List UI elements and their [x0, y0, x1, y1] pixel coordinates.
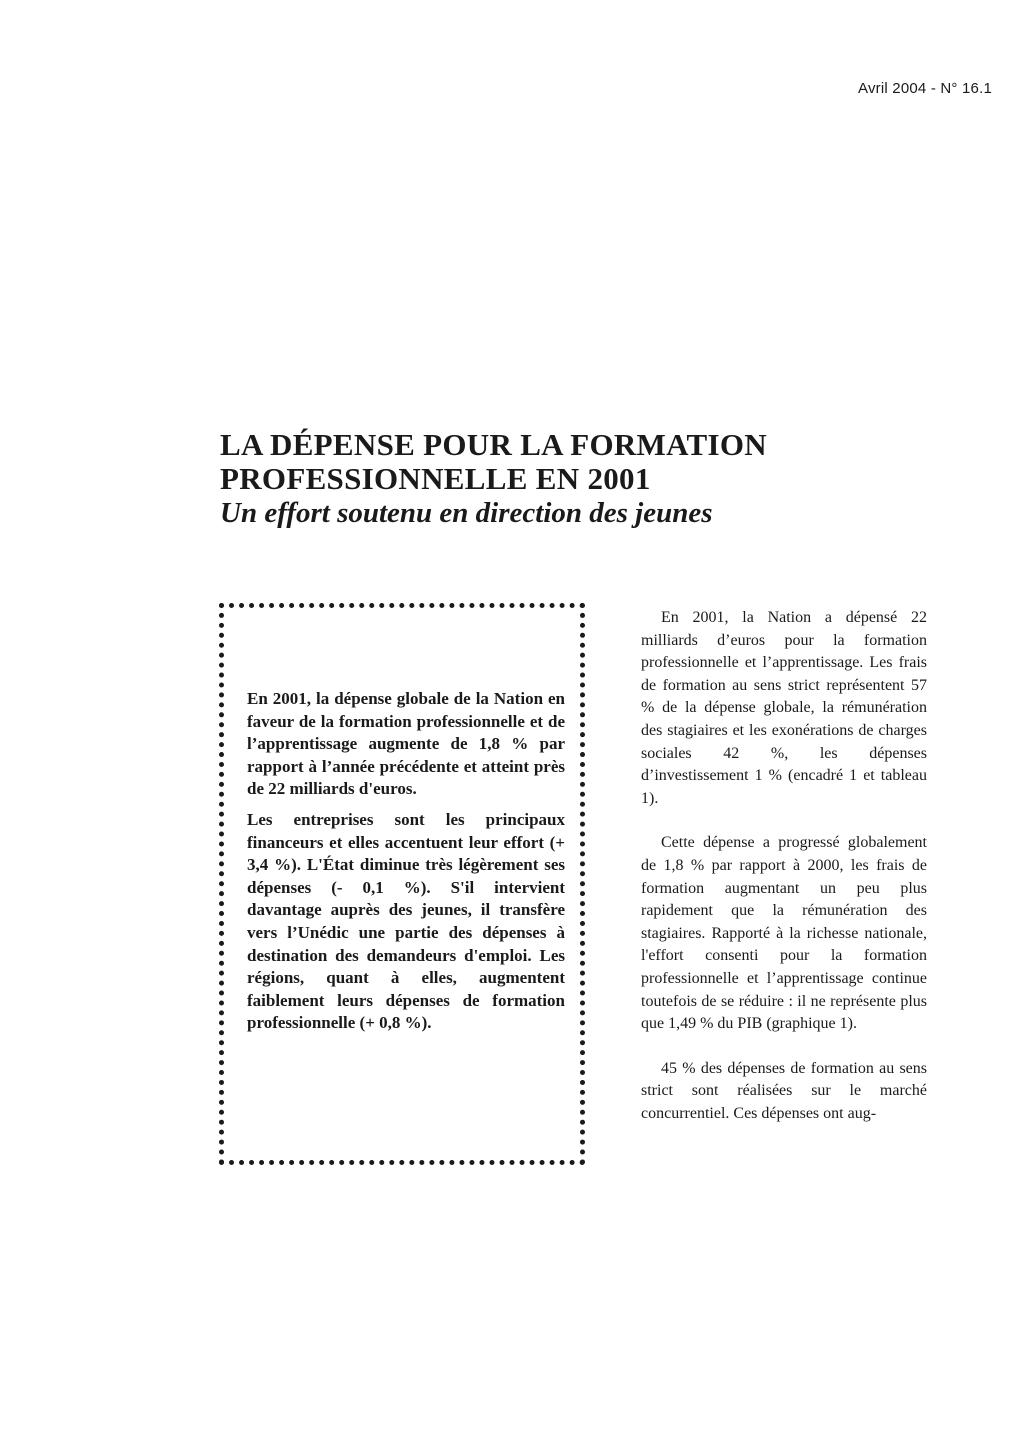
body-paragraph-2: Cette dépense a progressé globalement de 1,8 % par rapport à 2000, les frais de formation augmentant un peu plus rapidement que la rémunération des stagiaires. Rapporté à la richesse nationale, l'effort consenti pour la formation professionnelle et l’apprentissage continue toutefois de se réduire : il ne représente plus que 1,49 % du PIB (graphique 1).: [641, 834, 927, 1033]
page-subtitle: Un effort soutenu en direction des jeunes: [220, 497, 713, 529]
summary-paragraph-2: Les entreprises sont les principaux financeurs et elles accentuent leur effort (+ 3,4 %). L'État diminue très légèrement ses dépenses (- 0,1 %). S'il intervient davantage auprès des jeunes, il transfère vers l’Unédic une partie des dépenses à destination des demandeurs d'emploi. Les régions, quant à elles, augmentent faiblement leurs dépenses de formation professionnelle (+ 0,8 %).: [247, 809, 565, 1033]
summary-box: [219, 603, 585, 1165]
summary-text: [247, 688, 565, 1043]
body-paragraph-3: 45 % des dépenses de formation au sens strict sont réalisées sur le marché concurrentiel. Ces dépenses ont aug-: [641, 1059, 927, 1122]
body-column: [641, 607, 927, 1147]
article-title-block: [220, 428, 940, 530]
summary-paragraph-1: En 2001, la dépense globale de la Nation en faveur de la formation professionnelle et de l’apprentissage augmente de 1,8 % par rapport à l’année précédente et atteint près de 22 milliards d'euros.: [247, 689, 565, 799]
issue-date: Avril 2004 - N° 16.1: [858, 80, 992, 97]
body-paragraph-1: En 2001, la Nation a dépensé 22 milliards d’euros pour la formation professionnelle et l’apprentissage. Les frais de formation au sens strict représentent 57 % de la dépense globale, la rémunération des stagiaires et les exonérations de charges sociales 42 %, les dépenses d’investissement 1 % (encadré 1 et tableau 1).: [641, 609, 927, 807]
page-title-line-2: PROFESSIONNELLE EN 2001: [220, 461, 651, 496]
page-title-line-1: LA DÉPENSE POUR LA FORMATION: [220, 427, 767, 462]
